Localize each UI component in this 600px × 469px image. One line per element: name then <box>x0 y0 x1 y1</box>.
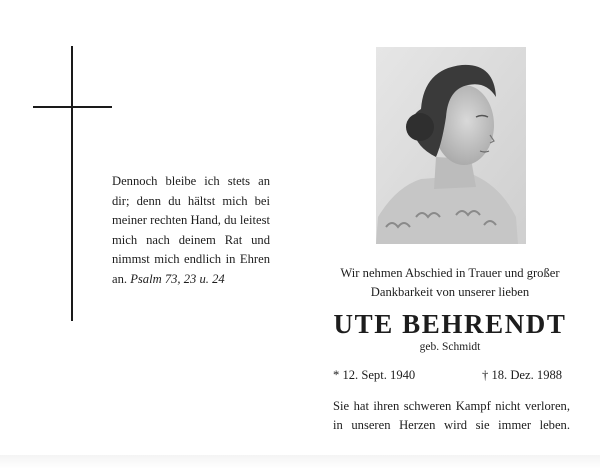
intro-text <box>300 264 600 302</box>
cross-horizontal-bar <box>33 106 112 108</box>
portrait-photo <box>376 47 526 244</box>
cross-vertical-bar <box>71 46 73 321</box>
bible-verse <box>112 172 270 290</box>
closing-line-2: in unseren Herzen wird sie immer leben. <box>333 418 570 432</box>
intro-line-2: Dankbarkeit von unserer lieben <box>370 285 530 299</box>
card-edge <box>0 455 600 469</box>
closing-text <box>333 397 570 435</box>
death-date: † 18. Dez. 1988 <box>482 368 563 382</box>
verse-reference: Psalm 73, 23 u. 24 <box>130 271 225 286</box>
maiden-name: geb. Schmidt <box>419 341 481 353</box>
birth-date: * 12. Sept. 1940 <box>333 368 416 382</box>
intro-line-1: Wir nehmen Abschied in Trauer und großer <box>340 266 560 280</box>
verse-text: Dennoch bleibe ich stets an dir; denn du hältst mich bei meiner rechten Hand, du leitest mich nach deinem Rat und nimmst mich endlich in Ehren an. <box>112 174 270 286</box>
closing-line-1: Sie hat ihren schweren Kampf nicht verloren, <box>333 399 570 413</box>
deceased-name: UTE BEHRENDT <box>333 309 567 339</box>
